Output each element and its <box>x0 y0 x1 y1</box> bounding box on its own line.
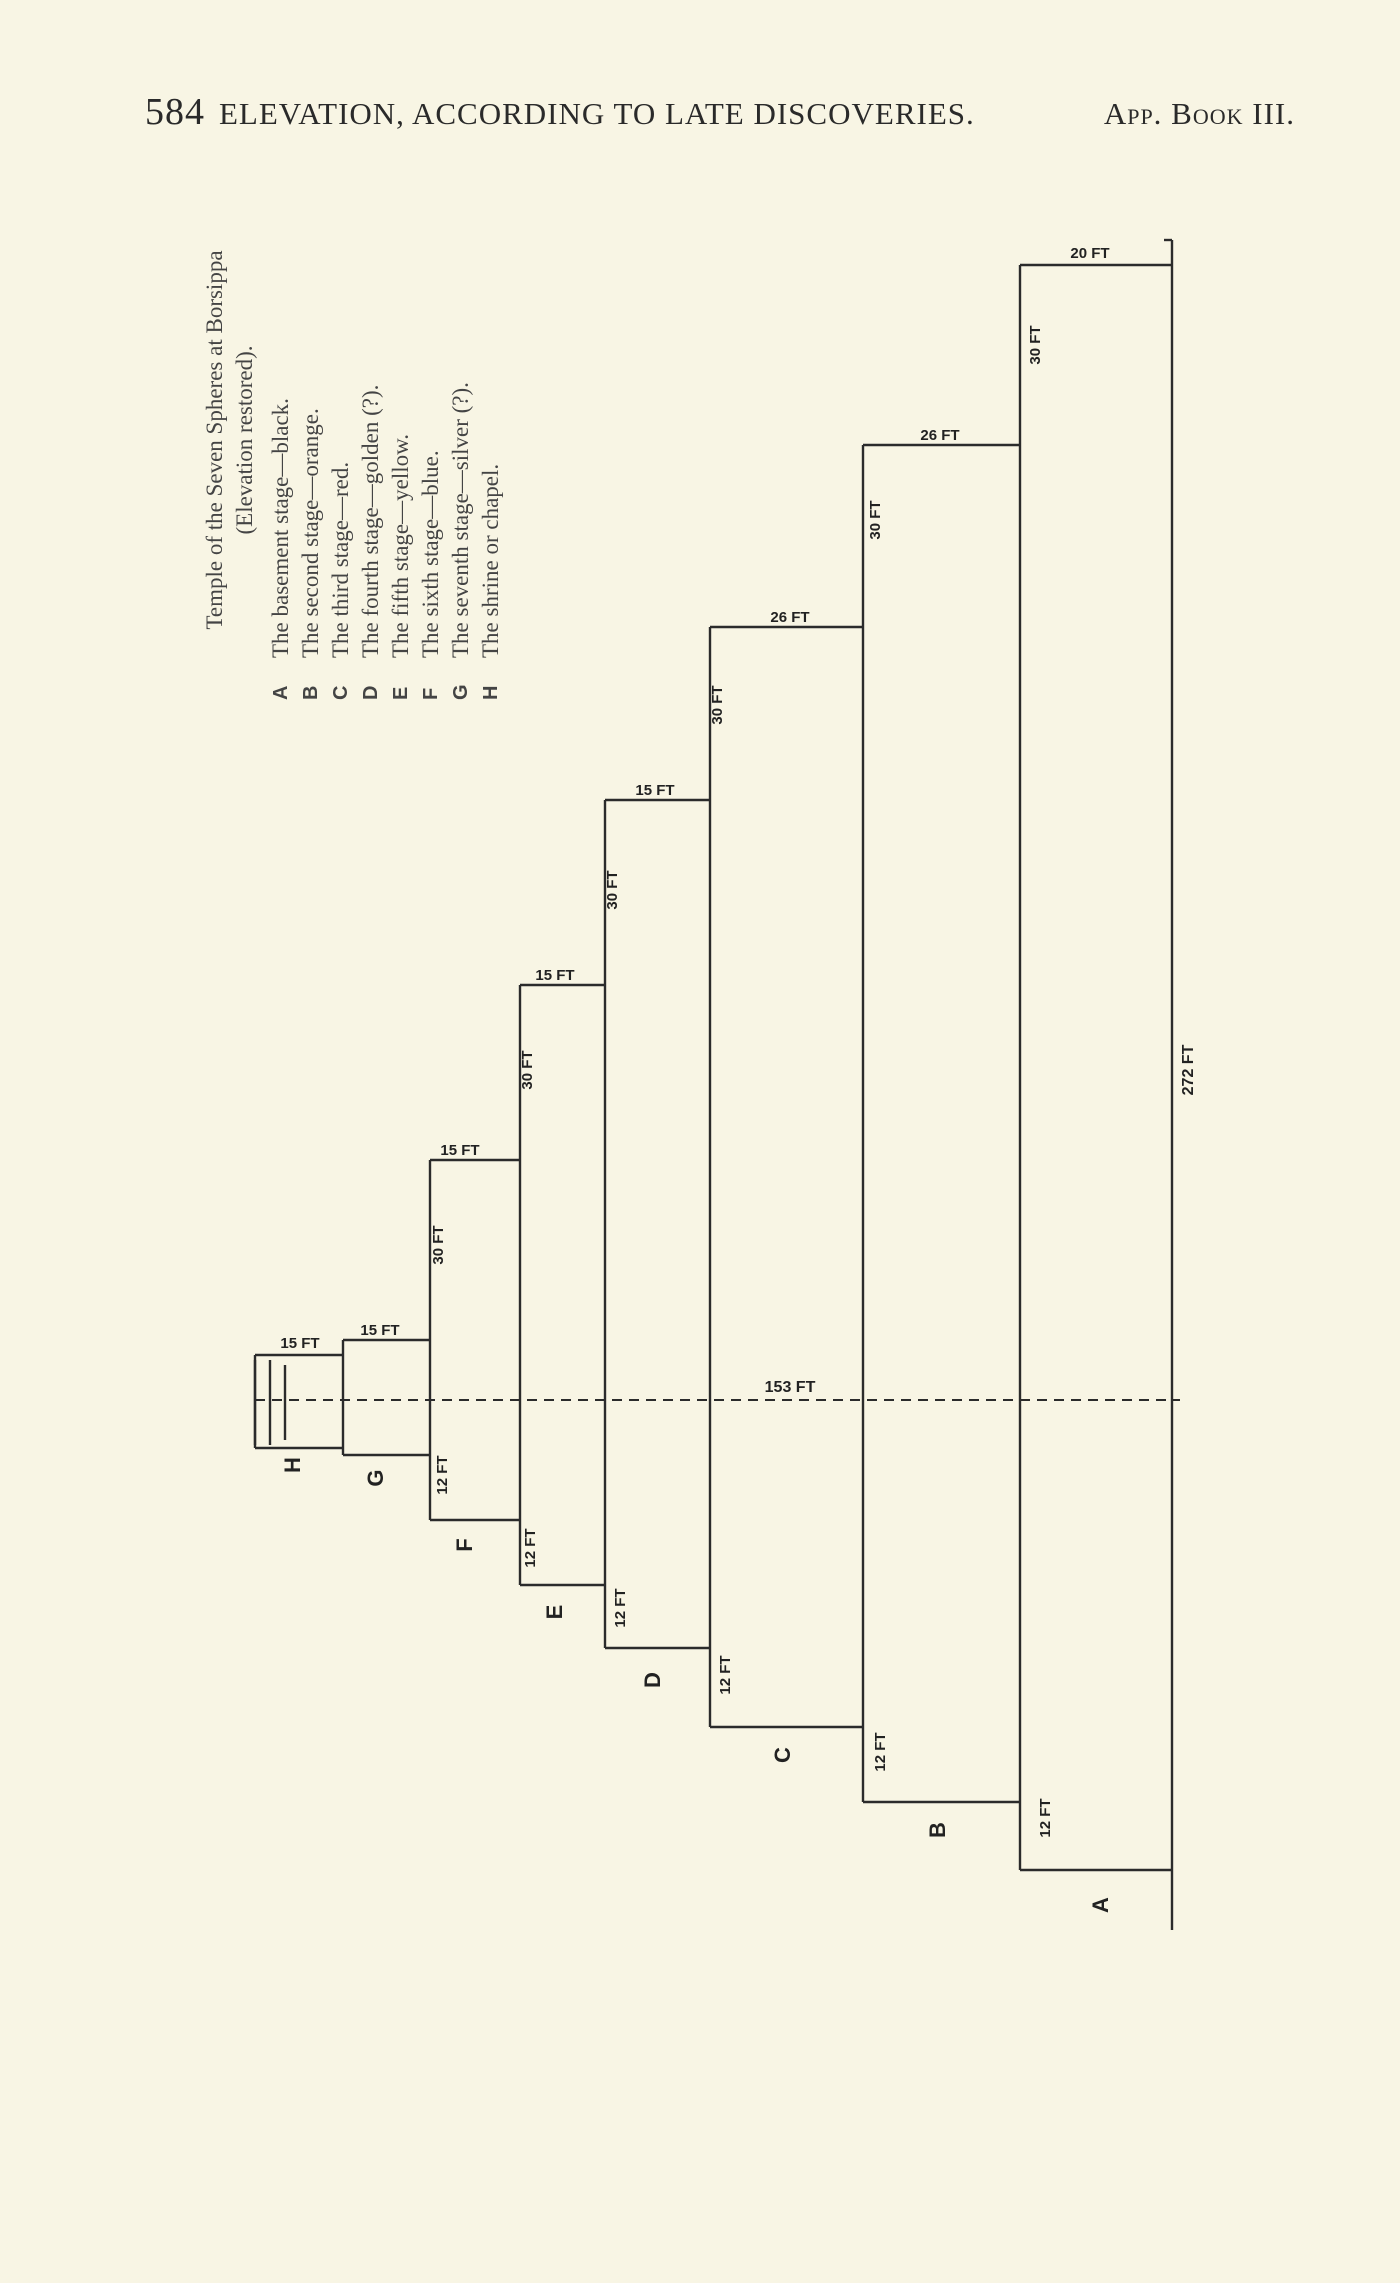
legend-text: The seventh stage—silver (?). <box>448 382 473 658</box>
stage-letter-e: E <box>542 1604 567 1620</box>
step-label-b: 26 FT <box>920 427 960 444</box>
stage-letter-c: C <box>770 1747 795 1763</box>
stage-letter-h: H <box>280 1457 305 1473</box>
center-axis-label: 153 FT <box>764 1379 816 1396</box>
step-label-e: 15 FT <box>535 967 575 984</box>
height-label-g: 12 FT <box>434 1455 451 1495</box>
legend-letter: A <box>270 685 292 700</box>
side-label-a: 20 FT <box>1070 245 1110 262</box>
step-label-h: 15 FT <box>280 1335 320 1352</box>
legend-letter: C <box>330 685 352 700</box>
step-label-c: 26 FT <box>770 609 810 626</box>
legend-letter: D <box>360 685 382 700</box>
riser-label-c: 30 FT <box>709 685 726 725</box>
stage-letter-g: G <box>363 1469 388 1487</box>
stage-letter-d: D <box>640 1672 665 1688</box>
legend-text: The second stage—orange. <box>298 408 323 658</box>
legend-letter: G <box>450 684 472 700</box>
section-reference: App. Book III. <box>1103 96 1295 131</box>
legend-subtitle: (Elevation restored). <box>232 345 257 535</box>
legend-text: The third stage—red. <box>328 461 353 658</box>
step-label-d: 15 FT <box>635 782 675 799</box>
legend-letter: E <box>390 686 412 700</box>
legend-text: The fifth stage—yellow. <box>388 434 413 658</box>
legend-letter: F <box>420 687 442 700</box>
step-label-f: 15 FT <box>440 1142 480 1159</box>
height-label-c: 12 FT <box>717 1655 734 1695</box>
legend-letter: B <box>300 685 322 700</box>
height-label-d: 12 FT <box>612 1588 629 1628</box>
legend-text: The fourth stage—golden (?). <box>358 384 383 658</box>
stage-letter-a: A <box>1088 1897 1113 1913</box>
legend-text: The sixth stage—blue. <box>418 450 443 658</box>
riser-label-b: 30 FT <box>867 500 884 540</box>
total-height-label: 272 FT <box>1180 1044 1197 1096</box>
step-label-g: 15 FT <box>360 1322 400 1339</box>
legend-text: The shrine or chapel. <box>478 463 503 658</box>
height-label-e: 12 FT <box>522 1528 539 1568</box>
riser-label-f: 30 FT <box>430 1225 447 1265</box>
dimension-labels <box>280 245 1197 1913</box>
riser-label-d: 30 FT <box>604 870 621 910</box>
running-head: ELEVATION, ACCORDING TO LATE DISCOVERIES. <box>219 96 975 131</box>
riser-label-a: 30 FT <box>1027 325 1044 365</box>
legend-text: The basement stage—black. <box>268 398 293 658</box>
height-label-b: 12 FT <box>872 1732 889 1772</box>
legend-title: Temple of the Seven Spheres at Borsippa <box>202 250 227 630</box>
stage-letter-f: F <box>452 1538 477 1552</box>
page-number: 584 <box>145 91 205 133</box>
height-label-a: 12 FT <box>1037 1798 1054 1838</box>
stage-letter-b: B <box>925 1822 950 1838</box>
legend-letter: H <box>480 685 502 700</box>
riser-label-e: 30 FT <box>519 1050 536 1090</box>
